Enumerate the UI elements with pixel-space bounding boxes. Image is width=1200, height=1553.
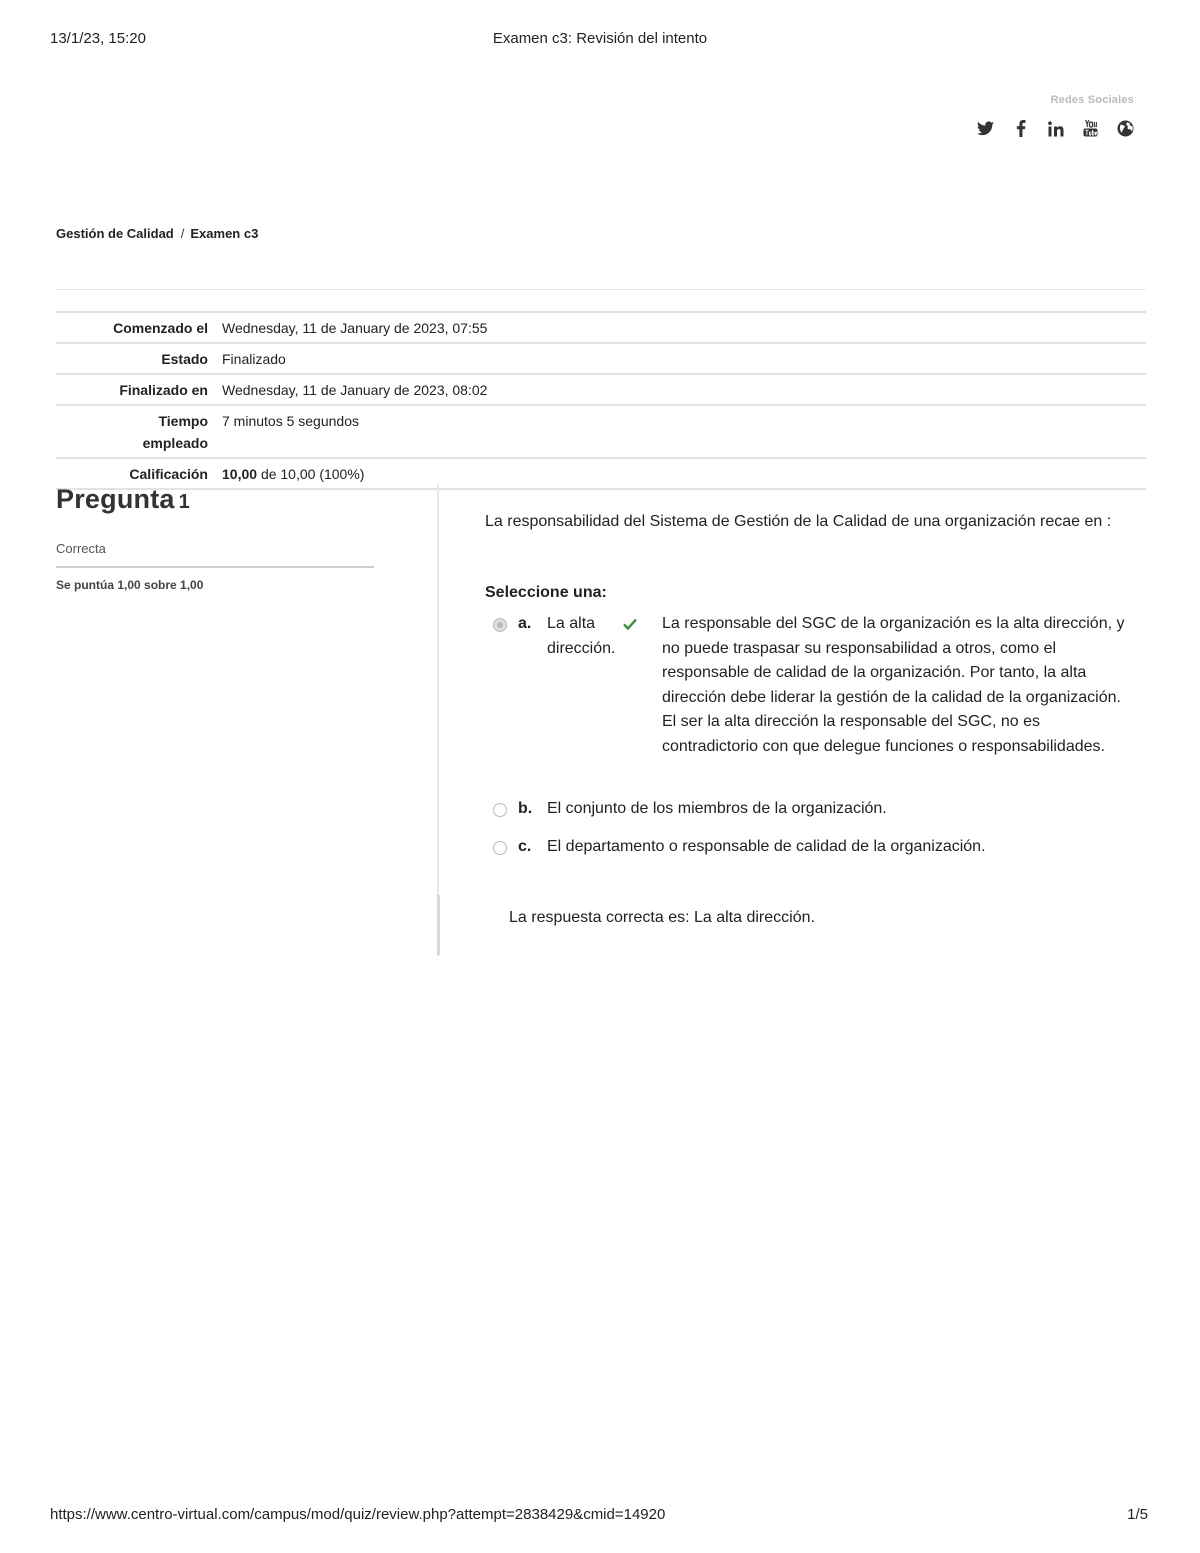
print-datetime: 13/1/23, 15:20 (50, 30, 146, 47)
content-divider (437, 484, 439, 956)
answer-c-letter: c. (518, 838, 532, 855)
print-page-title: Examen c3: Revisión del intento (492, 30, 708, 47)
time-label (56, 405, 208, 458)
breadcrumb-quiz-link[interactable]: Examen c3 (190, 226, 259, 241)
question-info (56, 484, 374, 592)
question-text: La responsabilidad del Sistema de Gestión de la Calidad de una organización recae en : (485, 513, 1112, 530)
answer-b-letter: b. (518, 800, 533, 817)
summary-row-time (56, 405, 1146, 458)
started-value: Wednesday, 11 de January de 2023, 07:55 (222, 320, 488, 336)
twitter-icon[interactable] (977, 120, 994, 137)
question-heading (56, 484, 374, 515)
grade-label: Calificación (129, 466, 208, 482)
answer-a-letter: a. (518, 615, 532, 632)
social-links (977, 94, 1134, 137)
started-label: Comenzado el (113, 320, 208, 336)
attempt-summary-table (56, 311, 1146, 490)
question-number: 1 (178, 491, 190, 513)
summary-row-finished (56, 374, 1146, 405)
divider (56, 289, 1146, 290)
question-state: Correcta (56, 541, 374, 568)
correct-check-icon (623, 614, 637, 639)
facebook-icon[interactable] (1012, 120, 1029, 137)
answer-a-feedback: La responsable del SGC de la organización es la alta dirección, y no puede traspasar su responsabilidad a otros, como el responsable de calidad de la organización. Por tanto, la alta dirección debe liderar la gestión de la calidad de la organización. El ser la alta dirección la responsable del SGC, no es contradictorio con que delegue funciones o responsabilidades. (662, 615, 1125, 755)
question-grade: Se puntúa 1,00 sobre 1,00 (56, 578, 204, 592)
state-label: Estado (161, 351, 208, 367)
answer-c-text: El departamento o responsable de calidad de la organización. (547, 838, 986, 855)
breadcrumb-course-link[interactable]: Gestión de Calidad (56, 226, 174, 241)
answer-prompt: Seleccione una: (485, 584, 607, 601)
print-page-number: 1/5 (1127, 1506, 1148, 1523)
print-header (50, 30, 1150, 50)
social-icons (977, 120, 1134, 137)
time-label-line-1: Tiempo (158, 413, 208, 429)
answer-a-radio[interactable] (493, 618, 507, 632)
question-heading-label: Pregunta (56, 484, 175, 514)
print-url: https://www.centro-virtual.com/campus/mod/quiz/review.php?attempt=2838429&cmid=14920 (50, 1506, 666, 1523)
answer-b-radio[interactable] (493, 803, 507, 817)
time-value: 7 minutos 5 segundos (222, 413, 359, 429)
youtube-icon[interactable] (1082, 120, 1099, 137)
right-answer: La respuesta correcta es: La alta dirección. (509, 909, 815, 926)
grade-rest: de 10,00 (100%) (260, 466, 365, 482)
answer-c-radio[interactable] (493, 841, 507, 855)
globe-icon[interactable] (1117, 120, 1134, 137)
finished-value: Wednesday, 11 de January de 2023, 08:02 (222, 382, 488, 398)
linkedin-icon[interactable] (1047, 120, 1064, 137)
breadcrumb (56, 226, 258, 241)
finished-label: Finalizado en (119, 382, 208, 398)
social-label: Redes Sociales (1050, 94, 1134, 106)
summary-row-started (56, 312, 1146, 343)
summary-row-state (56, 343, 1146, 374)
outcome-divider (437, 895, 440, 955)
grade-score: 10,00 (222, 466, 258, 482)
state-value: Finalizado (222, 351, 286, 367)
breadcrumb-separator: / (180, 226, 185, 241)
answer-a-text: La alta dirección. (547, 615, 616, 657)
time-label-line-2: empleado (142, 435, 208, 451)
answer-b-text: El conjunto de los miembros de la organización. (547, 800, 887, 817)
